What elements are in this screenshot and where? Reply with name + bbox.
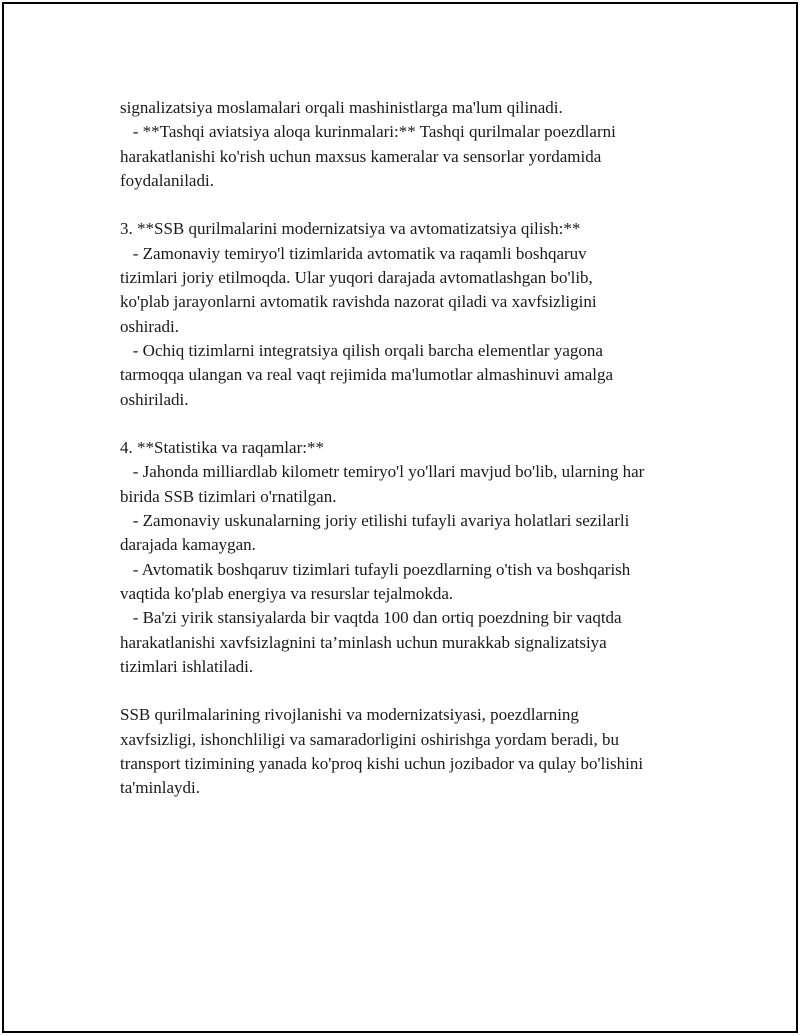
conclusion-line: transport tizimining yanada ko'proq kishi uchun jozibador va qulay bo'lishini <box>120 754 644 774</box>
text-line: - Zamonaviy uskunalarning joriy etilishi tufayli avariya holatlari sezilarli <box>120 511 630 531</box>
blank-line <box>120 412 700 436</box>
section-heading: 3. **SSB qurilmalarini modernizatsiya va avtomatizatsiya qilish:** <box>120 219 581 239</box>
text-line: - **Tashqi aviatsiya aloqa kurinmalari:** Tashqi qurilmalar poezdlarni <box>120 122 616 142</box>
section-heading: 4. **Statistika va raqamlar:** <box>120 438 324 458</box>
text-line: oshiradi. <box>120 316 180 336</box>
text-line: vaqtida ko'plab energiya va resurslar tejalmokda. <box>120 583 454 603</box>
text-line: - Jahonda milliardlab kilometr temiryo'l yo'llari mavjud bo'lib, ularning har <box>120 462 645 482</box>
text-line: foydalaniladi. <box>120 170 214 190</box>
text-line: tarmoqqa ulangan va real vaqt rejimida ma'lumotlar almashinuvi amalga <box>120 365 614 385</box>
conclusion-line: xavfsizligi, ishonchliligi va samaradorligini oshirishga yordam beradi, bu <box>120 729 620 749</box>
text-line: - Avtomatik boshqaruv tizimlari tufayli poezdlarning o'tish va boshqarish <box>120 559 631 579</box>
text-line: - Ochiq tizimlarni integratsiya qilish orqali barcha elementlar yagona <box>120 340 603 360</box>
text-line: ko'plab jarayonlarni avtomatik ravishda nazorat qiladi va xavfsizligini <box>120 292 597 312</box>
text-line: darajada kamaygan. <box>120 535 256 555</box>
text-line: birida SSB tizimlari o'rnatilgan. <box>120 486 337 506</box>
conclusion-line: ta'minlaydi. <box>120 778 201 798</box>
document-body <box>120 96 700 801</box>
text-line: harakatlanishi ko'rish uchun maxsus kameralar va sensorlar yordamida <box>120 146 602 166</box>
text-line: signalizatsiya moslamalari orqali mashinistlarga ma'lum qilinadi. <box>120 98 563 117</box>
text-line: oshiriladi. <box>120 389 189 409</box>
text-line: tizimlari joriy etilmoqda. Ular yuqori darajada avtomatlashgan bo'lib, <box>120 268 593 288</box>
conclusion-line: SSB qurilmalarining rivojlanishi va modernizatsiyasi, poezdlarning <box>120 705 579 725</box>
text-line: harakatlanishi xavfsizlagnini ta’minlash uchun murakkab signalizatsiya <box>120 632 607 652</box>
blank-line <box>120 193 700 217</box>
document-page <box>2 2 798 1033</box>
text-line: - Zamonaviy temiryo'l tizimlarida avtomatik va raqamli boshqaruv <box>120 243 587 263</box>
blank-line <box>120 679 700 703</box>
text-line: - Ba'zi yirik stansiyalarda bir vaqtda 100 dan ortiq poezdning bir vaqtda <box>120 608 622 628</box>
text-line: tizimlari ishlatiladi. <box>120 656 254 676</box>
